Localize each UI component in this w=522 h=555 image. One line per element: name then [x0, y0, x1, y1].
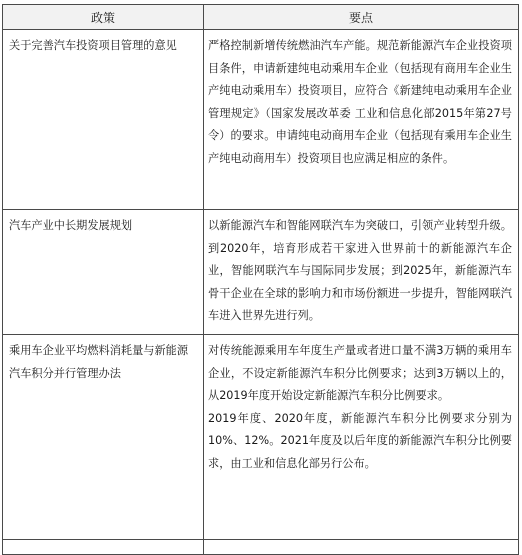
empty-cell — [204, 540, 519, 555]
header-key-points: 要点 — [204, 5, 519, 30]
points-paragraph: 对传统能源乘用车年度生产量或者进口量不满3万辆的乘用车企业，不设定新能源汽车积分比例要求；达到3万辆以上的，从2019年度开始设定新能源汽车积分比例要求。 — [208, 344, 512, 403]
points-paragraph: 严格控制新增传统燃油汽车产能。规范新能源汽车企业投资项目条件，申请新建纯电动乘用车企业（包括现有商用车企业生产纯电动乘用车）投资项目，应符合《新建纯电动乘用车企业管理规定》（国家发展改革委 工业和信息化部2015年第27号令）的要求。申请纯电动商用车企业（包括现有乘用车企业生产纯电动商用车）投资项目也应满足相应的条件。 — [208, 39, 512, 165]
policy-name: 汽车产业中长期发展规划 — [3, 210, 204, 335]
table-row-partial — [3, 540, 519, 555]
policy-points — [204, 335, 519, 540]
policy-name: 乘用车企业平均燃料消耗量与新能源汽车积分并行管理办法 — [3, 335, 204, 540]
empty-cell — [3, 540, 204, 555]
policy-name: 关于完善汽车投资项目管理的意见 — [3, 30, 204, 210]
table-row — [3, 210, 519, 335]
header-policy: 政策 — [3, 5, 204, 30]
policy-table — [2, 4, 519, 555]
table-row — [3, 30, 519, 210]
table-row — [3, 335, 519, 540]
policy-points — [204, 210, 519, 335]
points-paragraph: 以新能源汽车和智能网联汽车为突破口，引领产业转型升级。到2020年，培育形成若干家进入世界前十的新能源汽车企业，智能网联汽车与国际同步发展；到2025年，新能源汽车骨干企业在全球的影响力和市场份额进一步提升，智能网联汽车进入世界先进行列。 — [208, 219, 512, 323]
policy-points — [204, 30, 519, 210]
points-paragraph: 2019年度、2020年度，新能源汽车积分比例要求分别为10%、12%。2021年度及以后年度的新能源汽车积分比例要求，由工业和信息化部另行公布。 — [208, 411, 512, 470]
header-row — [3, 5, 519, 30]
